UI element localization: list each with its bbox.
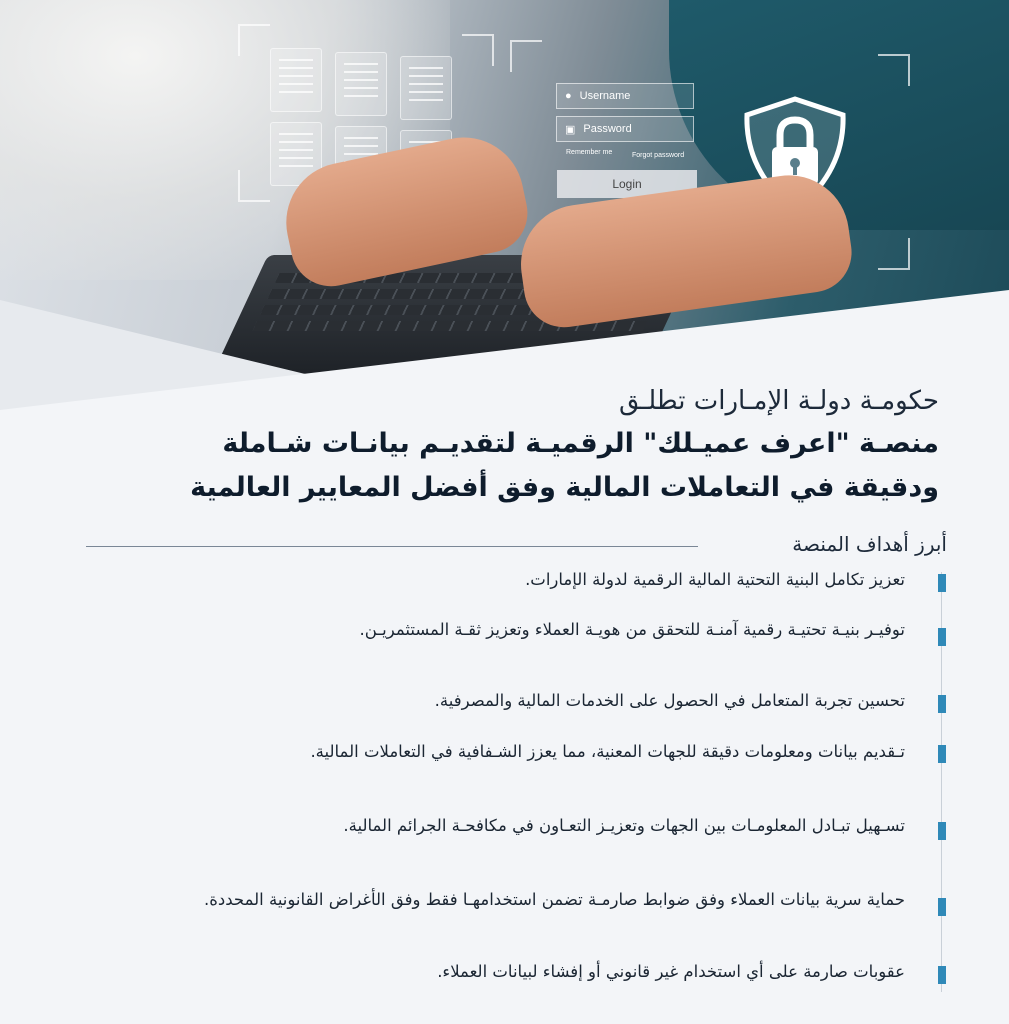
password-field: [556, 116, 694, 142]
goal-item: تعزيز تكامل البنية التحتية المالية الرقمية لدولة الإمارات.: [525, 570, 905, 589]
goal-marker: [938, 695, 946, 713]
frame-corner: [878, 54, 910, 86]
forgot-password-label: Forgot password: [632, 152, 685, 159]
username-placeholder: Username: [579, 90, 631, 102]
frame-corner: [510, 40, 542, 72]
goal-marker: [938, 822, 946, 840]
goal-item: عقوبات صارمة على أي استخدام غير قانوني أو إفشاء لبيانات العملاء.: [437, 962, 905, 981]
user-icon: ●: [565, 90, 572, 102]
login-button-label: Login: [612, 177, 642, 191]
goal-marker: [938, 574, 946, 592]
goal-item: تسـهيل تبـادل المعلومـات بين الجهات وتعزيـز التعـاون في مكافحـة الجرائم المالية.: [343, 816, 905, 835]
section-divider: [86, 546, 698, 547]
goal-item: حماية سرية بيانات العملاء وفق ضوابط صارمـة تضمن استخدامهـا فقط وفق الأغراض القانونية المحددة.: [204, 890, 905, 909]
frame-corner: [238, 24, 270, 56]
remember-me-label: Remember me: [566, 149, 613, 156]
frame-corner: [878, 238, 910, 270]
frame-corner: [238, 170, 270, 202]
goal-marker: [938, 745, 946, 763]
goal-marker: [938, 898, 946, 916]
headline-line-3: ودقيقة في التعاملات المالية وفق أفضل المعايير العالمية: [190, 472, 939, 503]
username-field: [556, 83, 694, 109]
password-placeholder: Password: [583, 123, 632, 135]
lock-icon: ▣: [565, 123, 576, 136]
frame-corner: [462, 34, 494, 66]
goal-item: تـقديم بيانات ومعلومات دقيقة للجهات المعنية، مما يعزز الشـفافية في التعاملات المالية.: [310, 742, 905, 761]
goal-marker: [938, 628, 946, 646]
section-title: أبرز أهداف المنصة: [792, 532, 947, 556]
document-icon: [270, 48, 322, 112]
document-icon: [335, 52, 387, 116]
goal-item: توفيـر بنيـة تحتيـة رقمية آمنـة للتحقق من هويـة العملاء وتعزيز ثقـة المستثمريـن.: [359, 620, 905, 639]
goal-item: تحسين تجربة المتعامل في الحصول على الخدمات المالية والمصرفية.: [434, 691, 905, 710]
headline-line-2: منصـة "اعرف عميـلك" الرقميـة لتقديـم بيانـات شـاملة: [222, 428, 939, 459]
headline-line-1: حكومـة دولـة الإمـارات تطلـق: [619, 386, 939, 416]
document-icon: [400, 56, 452, 120]
goal-marker: [938, 966, 946, 984]
